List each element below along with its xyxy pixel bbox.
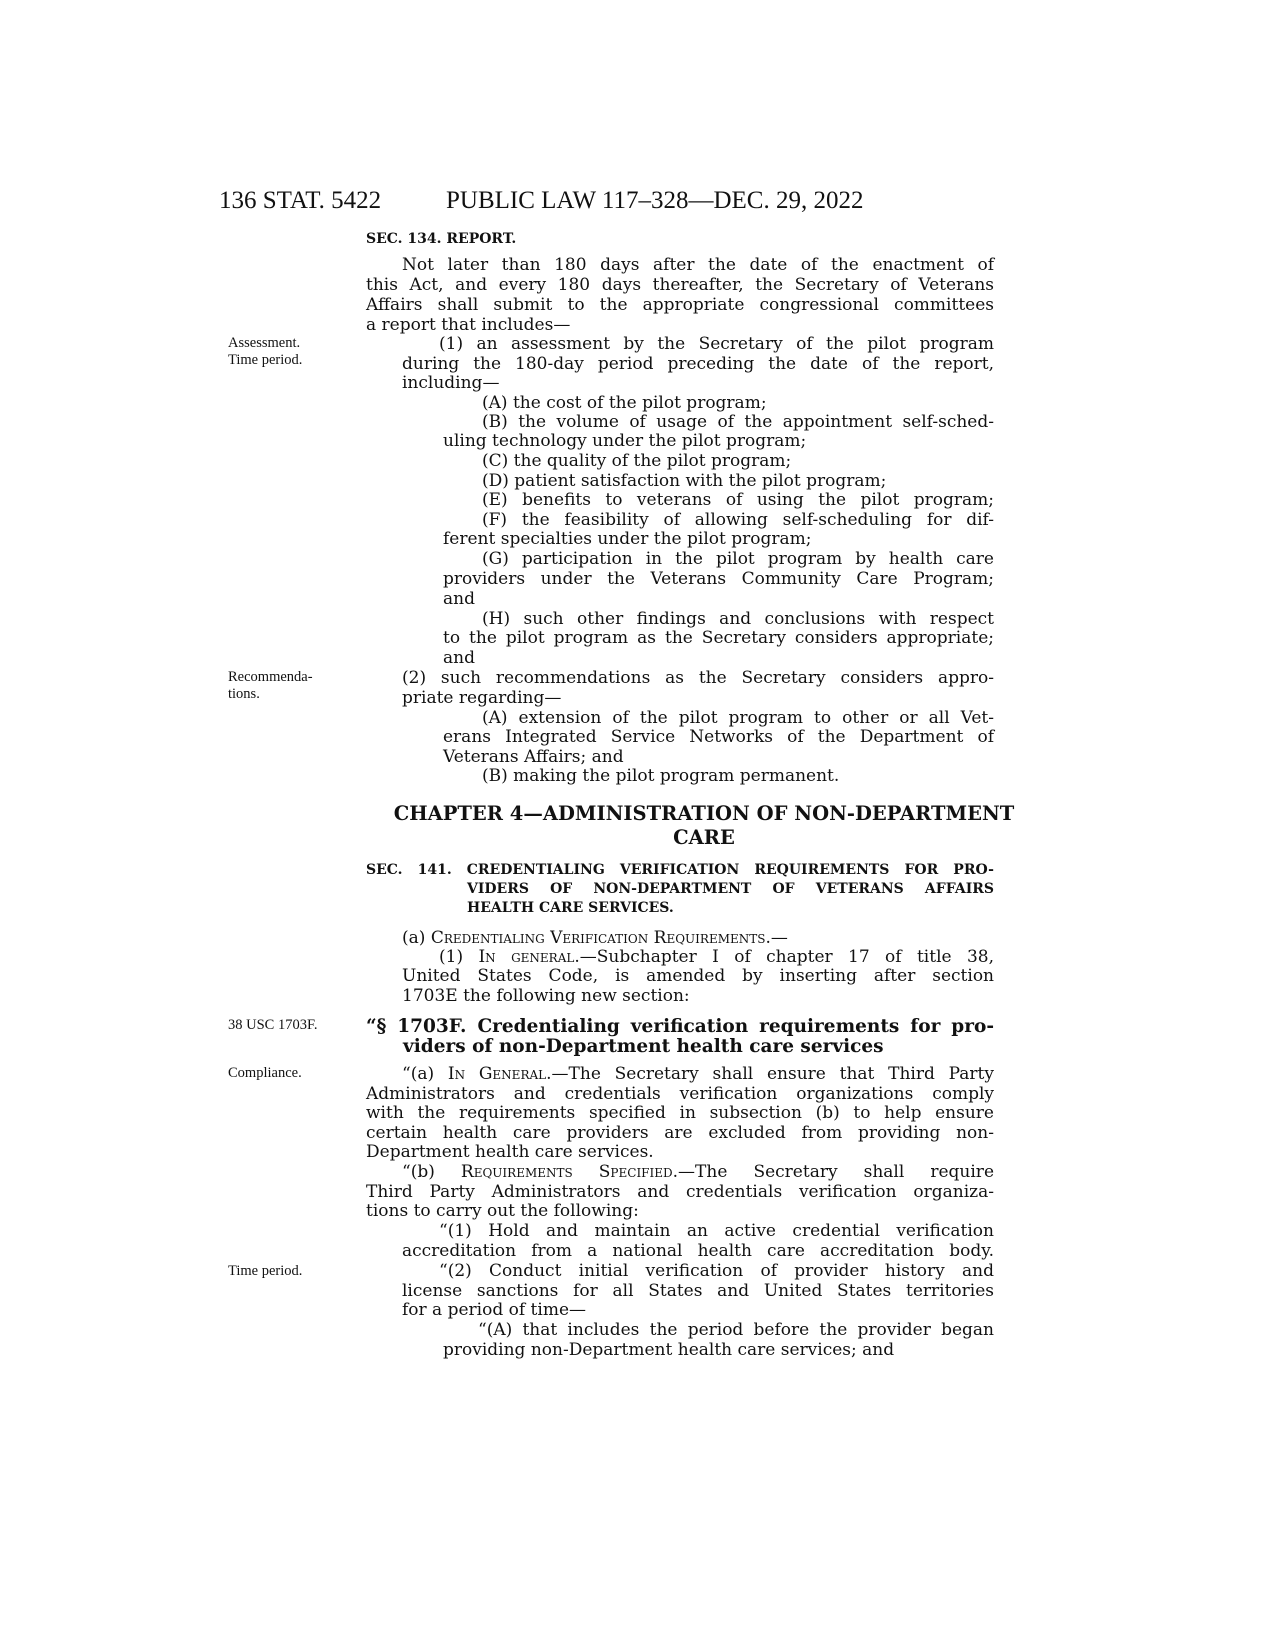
text-line: ferent specialties under the pilot program; [443,529,812,549]
text-line: (H) such other findings and conclusions with respect [482,609,994,629]
section-134-heading: SEC. 134. REPORT. [366,231,517,247]
text-line: with the requirements specified in subsection (b) to help ensure [366,1103,994,1123]
label: (a) [402,928,431,948]
chapter-heading-line: CHAPTER 4—ADMINISTRATION OF NON-DEPARTMENT [393,802,1015,825]
text-line: tions to carry out the following: [366,1201,639,1221]
label: “(b) [402,1162,461,1182]
text-line: “(A) that includes the period before the provider began [478,1320,994,1340]
subsection-heading: Credentialing Verification Requirements.— [430,928,788,948]
paragraph-1 [439,947,994,967]
text-line: (F) the feasibility of allowing self-scheduling for dif- [482,510,994,530]
text-line: (1) an assessment by the Secretary of the pilot program [439,334,994,354]
label: (1) [439,947,479,967]
text-line: Third Party Administrators and credentials verification organiza- [366,1182,994,1202]
text-line: Administrators and credentials verification organizations comply [366,1084,994,1104]
text-line: Veterans Affairs; and [443,747,624,767]
text-line: Not later than 180 days after the date of the enactment of [402,255,994,275]
subsection-heading: Requirements Specified [460,1162,673,1182]
text-line: (D) patient satisfaction with the pilot program; [482,471,887,491]
label: “(a) [402,1064,448,1084]
section-1703f-heading-line-1: “§ 1703F. Credentialing verification requirements for pro- [366,1016,994,1037]
text-line: and [443,589,475,609]
running-head: PUBLIC LAW 117–328—DEC. 29, 2022 [446,187,864,214]
page-number: 136 STAT. 5422 [219,187,382,214]
section-141-heading-line-1: SEC. 141. CREDENTIALING VERIFICATION REQUIREMENTS FOR PRO- [366,862,994,878]
subsection-1703f-a-line [0,1064,1275,1084]
text-line: (2) such recommendations as the Secretary considers appro- [402,668,994,688]
margin-note-text: Time period. [228,352,303,368]
text-line: United States Code, is amended by inserting after section [402,966,994,986]
subsection-heading: In General [447,1064,547,1084]
text-line: a report that includes— [366,315,571,335]
margin-note-text: Recommenda- [228,669,313,685]
subsection-1703f-b [402,1162,994,1182]
text-line: erans Integrated Service Networks of the Department of [443,727,994,747]
text-line: (B) the volume of usage of the appointment self-sched- [482,412,994,432]
subsection-a-line [0,928,1275,948]
margin-note-text: tions. [228,686,260,702]
text-line: (A) extension of the pilot program to other or all Vet- [482,708,994,728]
margin-note-usc: 38 USC 1703F. [228,1017,318,1033]
subsection-text: .—The Secretary shall ensure that Third Party [546,1064,994,1084]
chapter-heading [378,802,1030,850]
text-line: this Act, and every 180 days thereafter, the Secretary of Veterans [366,275,994,295]
text-line: for a period of time— [402,1300,587,1320]
subsection-1703f-b-line [0,1162,1275,1182]
text-line: including— [402,373,500,393]
subsection-a [402,928,788,948]
text-line: to the pilot program as the Secretary considers appropriate; [443,628,994,648]
text-line: providing non-Department health care services; and [443,1340,895,1360]
paragraph-text: .—Subchapter I of chapter 17 of title 38, [574,947,994,967]
text-line: (G) participation in the pilot program by health care [482,549,994,569]
margin-note-compliance: Compliance. [228,1065,302,1081]
text-line: “(1) Hold and maintain an active credential verification [439,1221,994,1241]
section-1703f-heading-line-2: viders of non-Department health care services [403,1036,884,1057]
text-line: uling technology under the pilot program; [443,431,807,451]
text-line: (B) making the pilot program permanent. [482,766,840,786]
margin-note-time-period: Time period. [228,1263,303,1279]
text-line: during the 180-day period preceding the date of the report, [402,354,994,374]
text-line: certain health care providers are excluded from providing non- [366,1123,994,1143]
text-line: “(2) Conduct initial verification of provider history and [439,1261,994,1281]
chapter-heading-line: CARE [673,826,735,849]
section-141-heading-line-2: VIDERS OF NON-DEPARTMENT OF VETERANS AFFAIRS [467,881,994,897]
paragraph-1-line [0,947,1275,967]
text-line: Affairs shall submit to the appropriate congressional committees [366,295,994,315]
text-line: (C) the quality of the pilot program; [482,451,792,471]
text-line: accreditation from a national health care accreditation body. [402,1241,994,1261]
subsection-1703f-a [402,1064,994,1084]
text-line: 1703E the following new section: [402,986,690,1006]
text-line: license sanctions for all States and United States territories [402,1281,994,1301]
text-line: providers under the Veterans Community Care Program; [443,569,994,589]
text-line: and [443,648,475,668]
margin-note-text: Assessment. [228,335,301,351]
subsection-text: .—The Secretary shall require [672,1162,994,1182]
text-line: priate regarding— [402,688,562,708]
text-line: (A) the cost of the pilot program; [482,393,767,413]
section-141-heading-line-3: HEALTH CARE SERVICES. [467,900,674,916]
text-line: (E) benefits to veterans of using the pilot program; [482,490,994,510]
text-line: Department health care services. [366,1142,654,1162]
paragraph-heading: In general [478,947,575,967]
